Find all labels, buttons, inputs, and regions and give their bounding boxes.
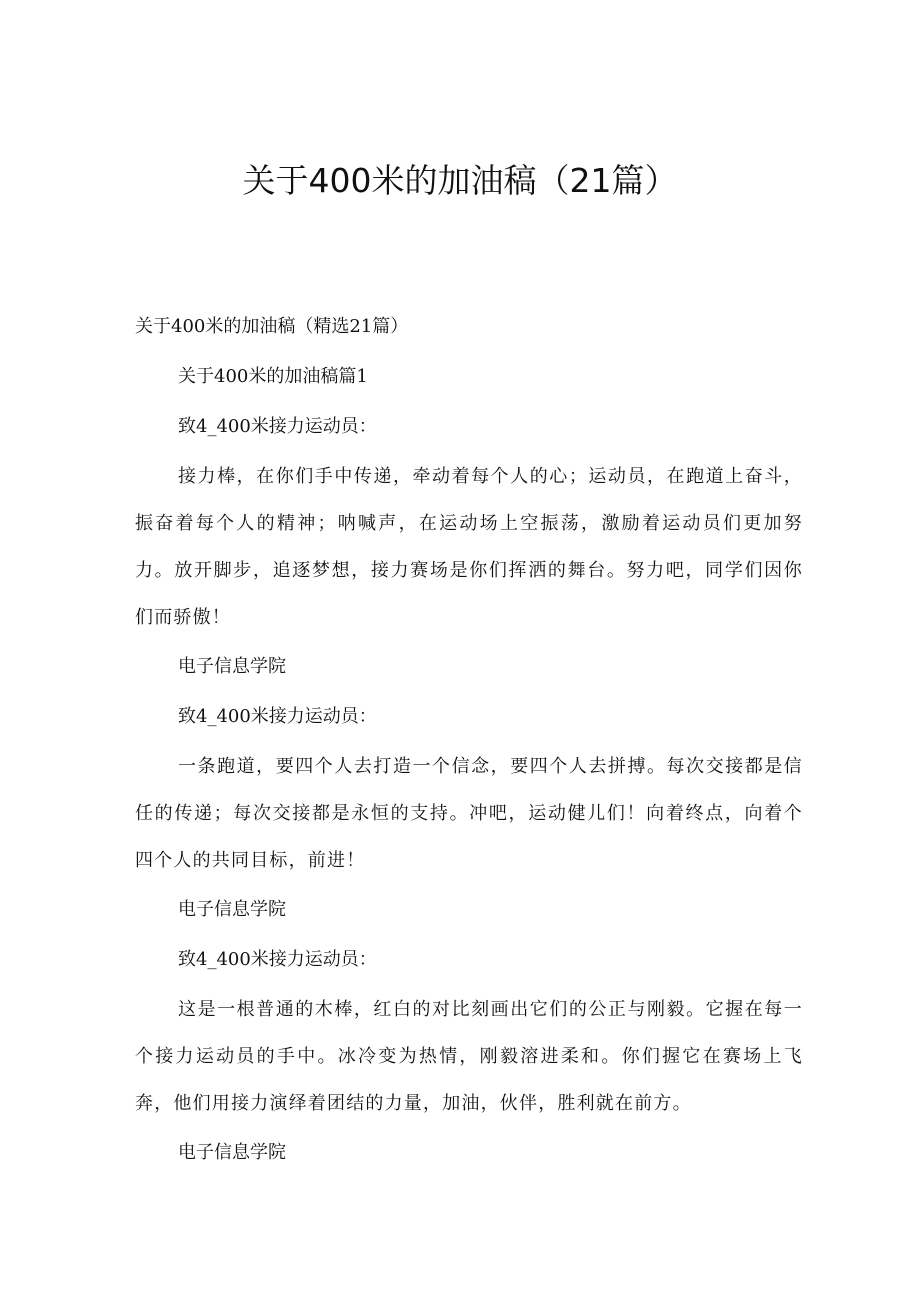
subtitle-line: 关于400米的加油稿（精选21篇） <box>135 316 409 337</box>
document-title: 关于400米的加油稿（21篇） <box>242 161 678 200</box>
signature: 电子信息学院 <box>178 899 286 920</box>
body-paragraph: 接力棒，在你们手中传递，牵动着每个人的心；运动员，在跑道上奋斗，振奋着每个人的精神；呐喊声，在运动场上空振荡，激励着运动员们更加努力。放开脚步，追逐梦想，接力赛场是你们挥洒的舞台。努力吧，同学们因你们而骄傲！ <box>135 466 803 628</box>
salutation: 致4_400米接力运动员： <box>178 706 377 727</box>
salutation: 致4_400米接力运动员： <box>178 416 377 437</box>
section-heading: 关于400米的加油稿篇1 <box>178 366 368 387</box>
document-body <box>135 312 803 1188</box>
signature: 电子信息学院 <box>178 1142 286 1163</box>
body-paragraph: 一条跑道，要四个人去打造一个信念，要四个人去拼搏。每次交接都是信任的传递；每次交接都是永恒的支持。冲吧，运动健儿们！向着终点，向着个四个人的共同目标，前进！ <box>135 756 803 871</box>
body-paragraph: 这是一根普通的木棒，红白的对比刻画出它们的公正与刚毅。它握在每一个接力运动员的手中。冰冷变为热情，刚毅溶进柔和。你们握它在赛场上飞奔，他们用接力演绎着团结的力量，加油，伙伴，胜利就在前方。 <box>135 999 803 1114</box>
signature: 电子信息学院 <box>178 656 286 677</box>
salutation: 致4_400米接力运动员： <box>178 949 377 970</box>
